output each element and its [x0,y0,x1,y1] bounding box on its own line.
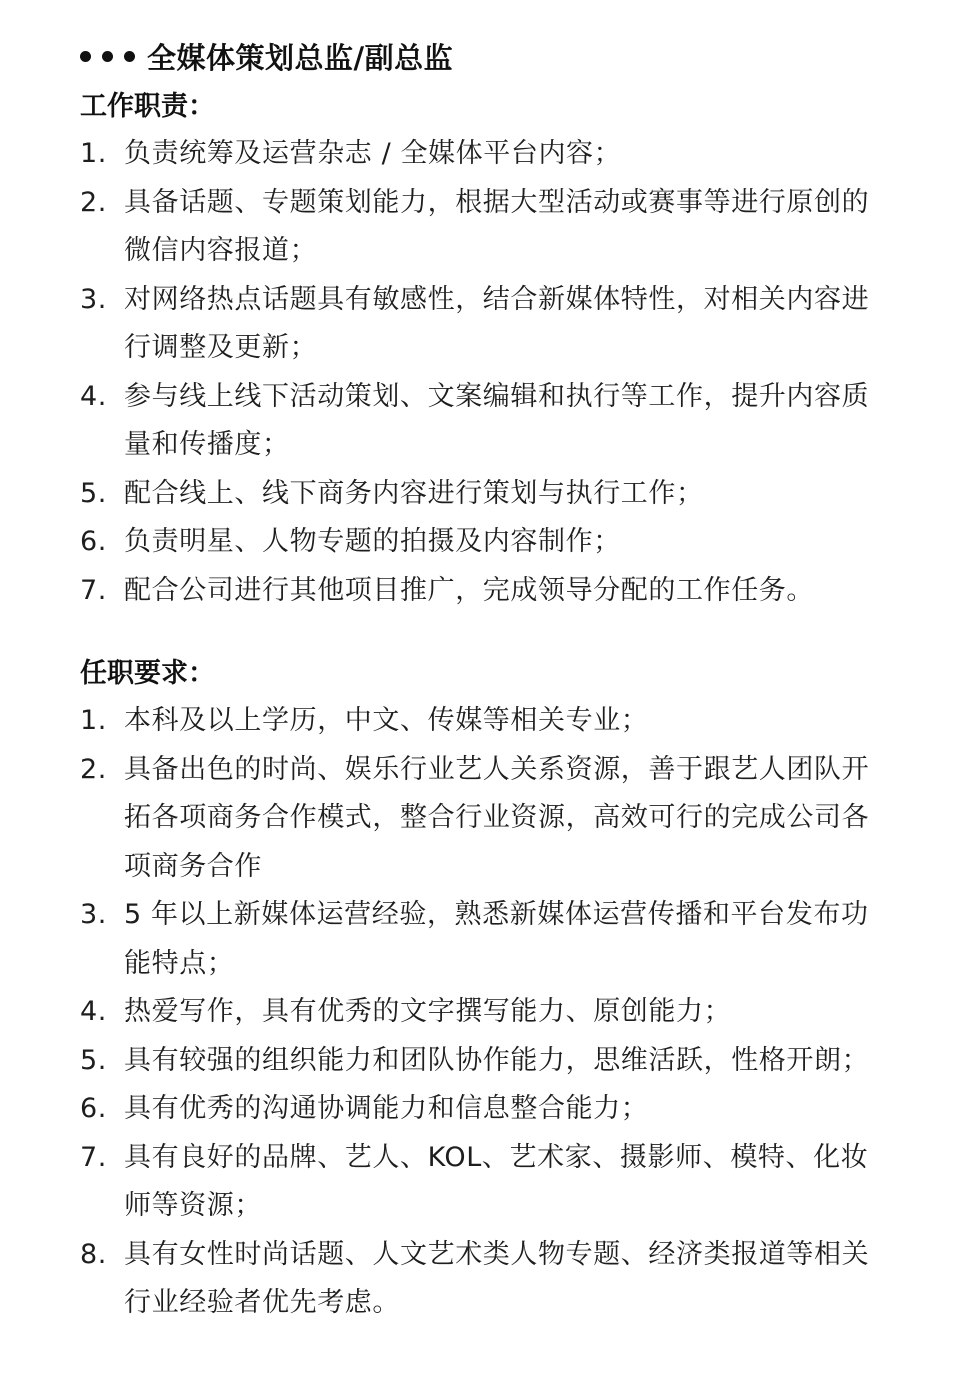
item-text: 配合公司进行其他项目推广，完成领导分配的工作任务。 [124,574,814,606]
item-text: 具有良好的品牌、艺人、KOL、艺术家、摄影师、模特、化妆师等资源； [124,1141,869,1221]
item-number: 4. [80,380,107,412]
list-item [80,891,878,988]
dot-icon [80,51,91,62]
item-number: 5. [80,477,107,509]
item-number: 2. [80,186,107,218]
item-number: 8. [80,1238,107,1270]
item-text: 具有优秀的沟通协调能力和信息整合能力； [124,1093,649,1124]
responsibilities-heading: 工作职责： [80,91,215,122]
list-item [80,1085,878,1134]
item-number: 1. [80,705,107,736]
requirements-heading: 任职要求： [80,658,215,689]
list-item [80,1037,878,1086]
list-item [80,988,878,1037]
item-number: 2. [80,753,107,785]
list-item [80,1134,878,1231]
list-item [80,746,878,892]
list-item [80,518,878,567]
item-number: 3. [80,899,107,930]
item-text: 具有女性时尚话题、人文艺术类人物专题、经济类报道等相关行业经验者优先考虑。 [124,1238,870,1318]
list-item [80,130,878,179]
item-text: 具备出色的时尚、娱乐行业艺人关系资源，善于跟艺人团队开拓各项商务合作模式，整合行业资源，高效可行的完成公司各项商务合作 [124,753,870,882]
item-text: 参与线上线下活动策划、文案编辑和执行等工作，提升内容质量和传播度； [124,380,870,460]
list-item [80,567,878,616]
dot-icon [102,51,113,62]
list-item [80,1231,878,1328]
item-number: 3. [80,283,107,315]
requirements-section [80,651,878,1328]
dot-icon [124,51,135,62]
item-number: 5. [80,1044,107,1076]
title-row [80,34,878,78]
responsibilities-list [80,130,878,615]
bullet-dots-icon [80,51,135,62]
list-item [80,276,878,373]
item-number: 4. [80,996,107,1027]
item-number: 6. [80,1093,107,1124]
item-number: 7. [80,574,107,606]
item-text: 热爱写作，具有优秀的文字撰写能力、原创能力； [124,996,732,1027]
item-text: 负责明星、人物专题的拍摄及内容制作； [124,526,621,557]
item-number: 6. [80,526,107,557]
item-text: 配合线上、线下商务内容进行策划与执行工作； [124,477,704,509]
item-text: 具有较强的组织能力和团队协作能力，思维活跃，性格开朗； [124,1044,870,1076]
job-title: 全媒体策划总监/副总监 [147,40,454,75]
list-item [80,470,878,519]
item-text: 5 年以上新媒体运营经验，熟悉新媒体运营传播和平台发布功能特点； [124,899,869,979]
responsibilities-section [80,84,878,615]
item-text: 对网络热点话题具有敏感性，结合新媒体特性，对相关内容进行调整及更新； [124,283,870,363]
item-number: 1. [80,138,107,169]
list-item [80,179,878,276]
item-number: 7. [80,1141,107,1173]
list-item [80,373,878,470]
list-item [80,697,878,746]
item-text: 具备话题、专题策划能力，根据大型活动或赛事等进行原创的微信内容报道； [124,186,870,266]
item-text: 本科及以上学历，中文、传媒等相关专业； [124,705,649,736]
requirements-list [80,697,878,1328]
section-spacer [80,615,878,651]
item-text: 负责统筹及运营杂志 / 全媒体平台内容； [124,138,622,169]
